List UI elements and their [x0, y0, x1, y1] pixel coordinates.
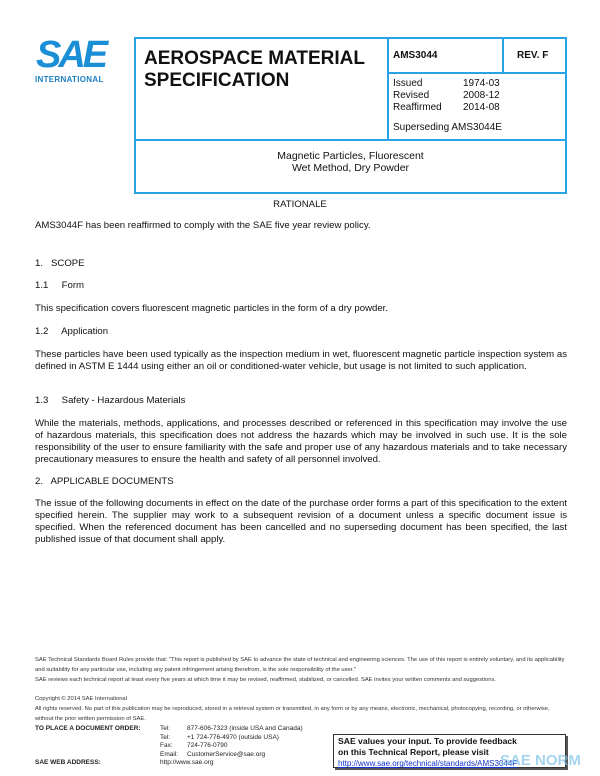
feedback-box: SAE values your input. To provide feedback on this Technical Report, please visit http://www.sae.org/technical/standards/AMS3044F [333, 734, 566, 768]
doc-number: AMS3044 [393, 50, 438, 61]
sae-logo: SAE [36, 34, 106, 76]
section-1-2-text: These particles have been used typically as the inspection medium in wet, fluorescent magnetic particle inspection system as defined in ASTM E 1444 using either an oil or conditioned-water vehicle, but usage is not limited to such application. [35, 349, 567, 372]
rationale-heading: RATIONALE [273, 199, 327, 210]
section-1-1-heading: 1.1 Form [35, 280, 85, 291]
subject-title: Magnetic Particles, Fluorescent Wet Method, Dry Powder [277, 150, 424, 174]
footer-rights: All rights reserved. No part of this publication may be reproduced, stored in a retrieval system or transmitted, in any form or by any means, electronic, mechanical, photocopying, recording, or otherwise, without the prior written permission of SAE. [35, 706, 550, 722]
sae-logo-subtitle: INTERNATIONAL [35, 75, 104, 84]
watermark: SAE NORM [500, 752, 581, 769]
footer-copyright: Copyright © 2014 SAE International [35, 696, 127, 702]
section-2-text: The issue of the following documents in effect on the date of the purchase order forms a part of this specification to the extent specified herein. The supplier may work to a subsequent revision of a document unless a specific document issue is specified. When the referenced document has been cancelled and no superseding document has been specified, the last published issue of that document shall apply. [35, 498, 567, 545]
revision: REV. F [517, 50, 549, 61]
section-1-1-text: This specification covers fluorescent magnetic particles in the form of a dry powder. [35, 303, 388, 314]
section-1-heading: 1. SCOPE [35, 258, 85, 269]
footer-review-note: SAE reviews each technical report at least every five years at which time it may be revised, reaffirmed, stabilized, or cancelled. SAE invites your written comments and suggestions. [35, 677, 496, 683]
feedback-link[interactable]: http://www.sae.org/technical/standards/AMS3044F [338, 759, 518, 768]
spec-type-title: AEROSPACE MATERIAL SPECIFICATION [144, 48, 365, 91]
section-1-2-heading: 1.2 Application [35, 326, 109, 337]
superseding: Superseding AMS3044E [393, 122, 502, 133]
email-link[interactable]: CustomerService@sae.org [187, 750, 266, 758]
dates-table: Issued 1974-03 Revised 2008-12 Reaffirmed 2014-08 [393, 78, 500, 113]
web-label: SAE WEB ADDRESS: [35, 759, 101, 766]
contact-list: Tel: 877-606-7323 (inside USA and Canada) Tel: +1 724-776-4970 (outside USA) Fax: 724-776-0790 Email: CustomerService@sae.org [160, 725, 303, 758]
footer-disclaimer: SAE Technical Standards Board Rules provide that: "This report is published by SAE to advance the state of technical and engineering sciences. The use of this report is entirely voluntary, and its applicability and suitability for any particular use, including any patent infringement arising therefrom, is the sole responsibility of the user." [35, 657, 565, 673]
section-1-3-heading: 1.3 Safety - Hazardous Materials [35, 395, 186, 406]
section-2-heading: 2. APPLICABLE DOCUMENTS [35, 476, 174, 487]
web-address-link[interactable]: http://www.sae.org [160, 759, 214, 766]
section-1-3-text: While the materials, methods, applications, and processes described or referenced in this specification may involve the use of hazardous materials, this specification does not address the hazards which may be involved in such use. It is the sole responsibility of the user to ensure familiarity with the safe and proper use of any hazardous materials and to take necessary precautionary measures to ensure the health and safety of all personnel involved. [35, 418, 567, 465]
order-label: TO PLACE A DOCUMENT ORDER: [35, 725, 141, 732]
rationale-text: AMS3044F has been reaffirmed to comply with the SAE five year review policy. [35, 220, 371, 231]
